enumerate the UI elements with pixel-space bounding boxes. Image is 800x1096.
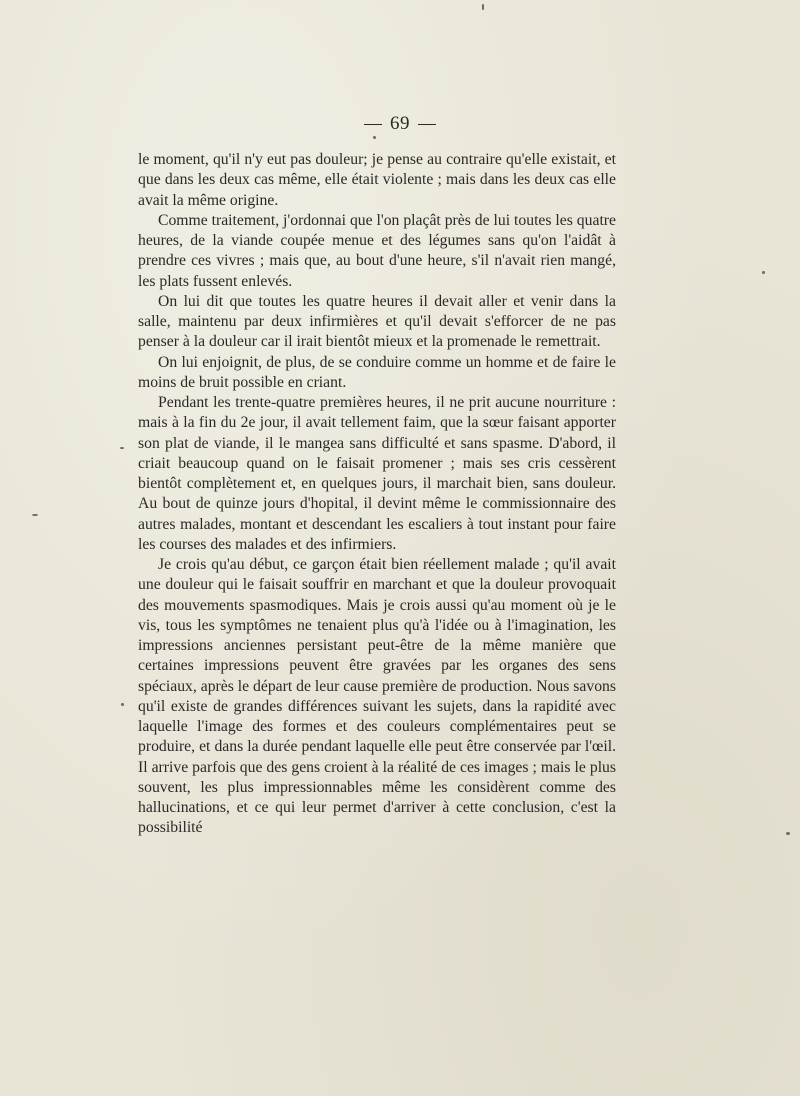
paper-speck (120, 447, 124, 449)
body-text (138, 150, 616, 839)
paragraph: Pendant les trente-quatre premières heures, il ne prit aucune nourriture : mais à la fin du 2e jour, il avait tellement faim, que la sœur faisant apporter son plat de viande, il le mangea sans difficulté et sans spasme. D'abord, il criait beaucoup quand on le faisait promener ; mais ses cris cessèrent bientôt complètement et, en quelques jours, il marchait bien, sans douleur. Au bout de quinze jours d'hopital, il devint même le commissionnaire des autres malades, montant et descendant les escaliers à tout instant pour faire les courses des malades et des infirmiers. (138, 394, 616, 553)
paragraph: On lui dit que toutes les quatre heures il devait aller et venir dans la salle, maintenu par deux infirmières et qu'il devait s'efforcer de ne pas penser à la douleur car il irait bientôt mieux et la promenade le remettrait. (138, 292, 616, 351)
paper-speck (32, 514, 38, 516)
paragraph: le moment, qu'il n'y eut pas douleur; je pense au contraire qu'elle existait, et que dans les deux cas même, elle était violente ; mais dans les deux cas elle avait la même origine. (138, 151, 616, 209)
paragraph: On lui enjoignit, de plus, de se conduire comme un homme et de faire le moins de bruit possible en criant. (138, 353, 616, 391)
paper-speck (786, 832, 790, 835)
paper-speck (762, 271, 765, 274)
paper-speck (373, 136, 376, 139)
page-number-value: 69 (390, 113, 410, 134)
paper-speck (482, 4, 484, 10)
paragraph: Comme traitement, j'ordonnai que l'on plaçât près de lui toutes les quatre heures, de la viande coupée menue et des légumes sans qu'on l'aidât à prendre ces vivres ; mais que, au bout d'une heure, s'il n'avait rien mangé, les plats fussent enlevés. (138, 211, 616, 290)
page-number-left-dash (364, 124, 382, 125)
paper-speck (121, 703, 124, 706)
page-number (0, 113, 800, 135)
page-number-right-dash (418, 124, 436, 125)
paragraph: Je crois qu'au début, ce garçon était bien réellement malade ; qu'il avait une douleur qui le faisait souffrir en marchant et que la douleur provoquait des mouvements spasmodiques. Mais je crois aussi qu'au moment où je le vis, tous les symptômes ne tenaient plus qu'à l'idée ou à l'imagination, les impressions anciennes persistant peut-être de la même manière que certaines impressions peuvent être gravées par les organes des sens spéciaux, après le départ de leur cause première de production. Nous savons qu'il existe de grandes différences suivant les sujets, dans la rapidité avec laquelle l'image des formes et des couleurs complémentaires peut se produire, et dans la durée pendant laquelle elle peut être conservée par l'œil. Il arrive parfois que des gens croient à la réalité de ces images ; mais le plus souvent, les plus impressionnables même les considèrent comme des hallucinations, et ce qui leur permet d'arriver à cette conclusion, c'est la possibilité (138, 556, 616, 837)
